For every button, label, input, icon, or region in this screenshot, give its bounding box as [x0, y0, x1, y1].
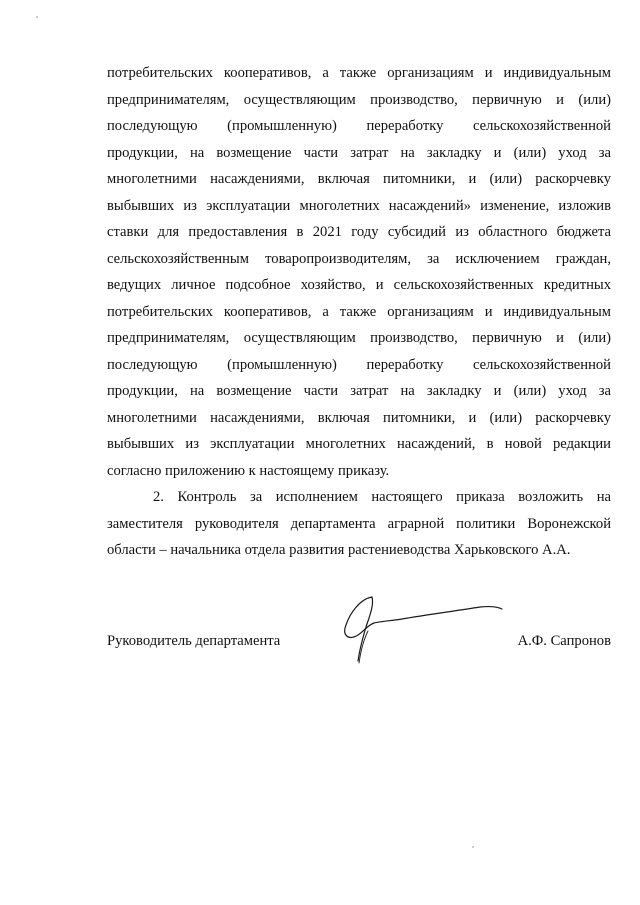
signature-block: [107, 629, 611, 659]
text-line: ведущих личное подсобное хозяйство, и сельскохозяйственных кредитных: [107, 277, 611, 293]
text-line: продукции, на возмещение части затрат на закладку и (или) уход за: [107, 383, 611, 399]
text-line: продукции, на возмещение части затрат на закладку и (или) уход за: [107, 144, 611, 161]
text-line: заместителя руководителя департамента аграрной политики Воронежской: [107, 515, 611, 532]
text-line: предпринимателям, осуществляющим производство, первичную и (или): [107, 91, 611, 108]
text-line: последующую (промышленную) переработку сельскохозяйственной: [107, 118, 611, 134]
text-line: сельскохозяйственным товаропроизводителям, за исключением граждан,: [107, 250, 611, 267]
text-line: выбывших из эксплуатации многолетних насаждений» изменение, изложив: [107, 197, 611, 214]
text-line: области – начальника отдела развития растениеводства Харьковского А.А.: [107, 542, 571, 558]
text-line: выбывших из эксплуатации многолетних насаждений, в новой редакции: [107, 436, 611, 452]
text-line: согласно приложению к настоящему приказу.: [107, 462, 390, 479]
signatory-name: А.Ф. Сапронов: [517, 633, 611, 649]
paragraph-2: [107, 484, 611, 564]
signatory-title: Руководитель департамента: [107, 633, 281, 649]
text-line: предпринимателям, осуществляющим производство, первичную и (или): [107, 330, 611, 346]
text-line: ставки для предоставления в 2021 году субсидий из областного бюджета: [107, 224, 611, 240]
scan-speck: [36, 16, 38, 18]
scan-speck: [472, 846, 474, 848]
text-line: многолетними насаждениями, включая питомники, и (или) раскорчевку: [107, 409, 611, 426]
text-line: последующую (промышленную) переработку сельскохозяйственной: [107, 356, 611, 373]
document-body: [107, 60, 611, 564]
text-line: многолетними насаждениями, включая питомники, и (или) раскорчевку: [107, 171, 611, 187]
paragraph-1: [107, 60, 611, 484]
text-line: потребительских кооперативов, а также организациям и индивидуальным: [107, 65, 611, 81]
text-line: потребительских кооперативов, а также организациям и индивидуальным: [107, 303, 611, 320]
text-line: 2. Контроль за исполнением настоящего приказа возложить на: [153, 489, 611, 505]
